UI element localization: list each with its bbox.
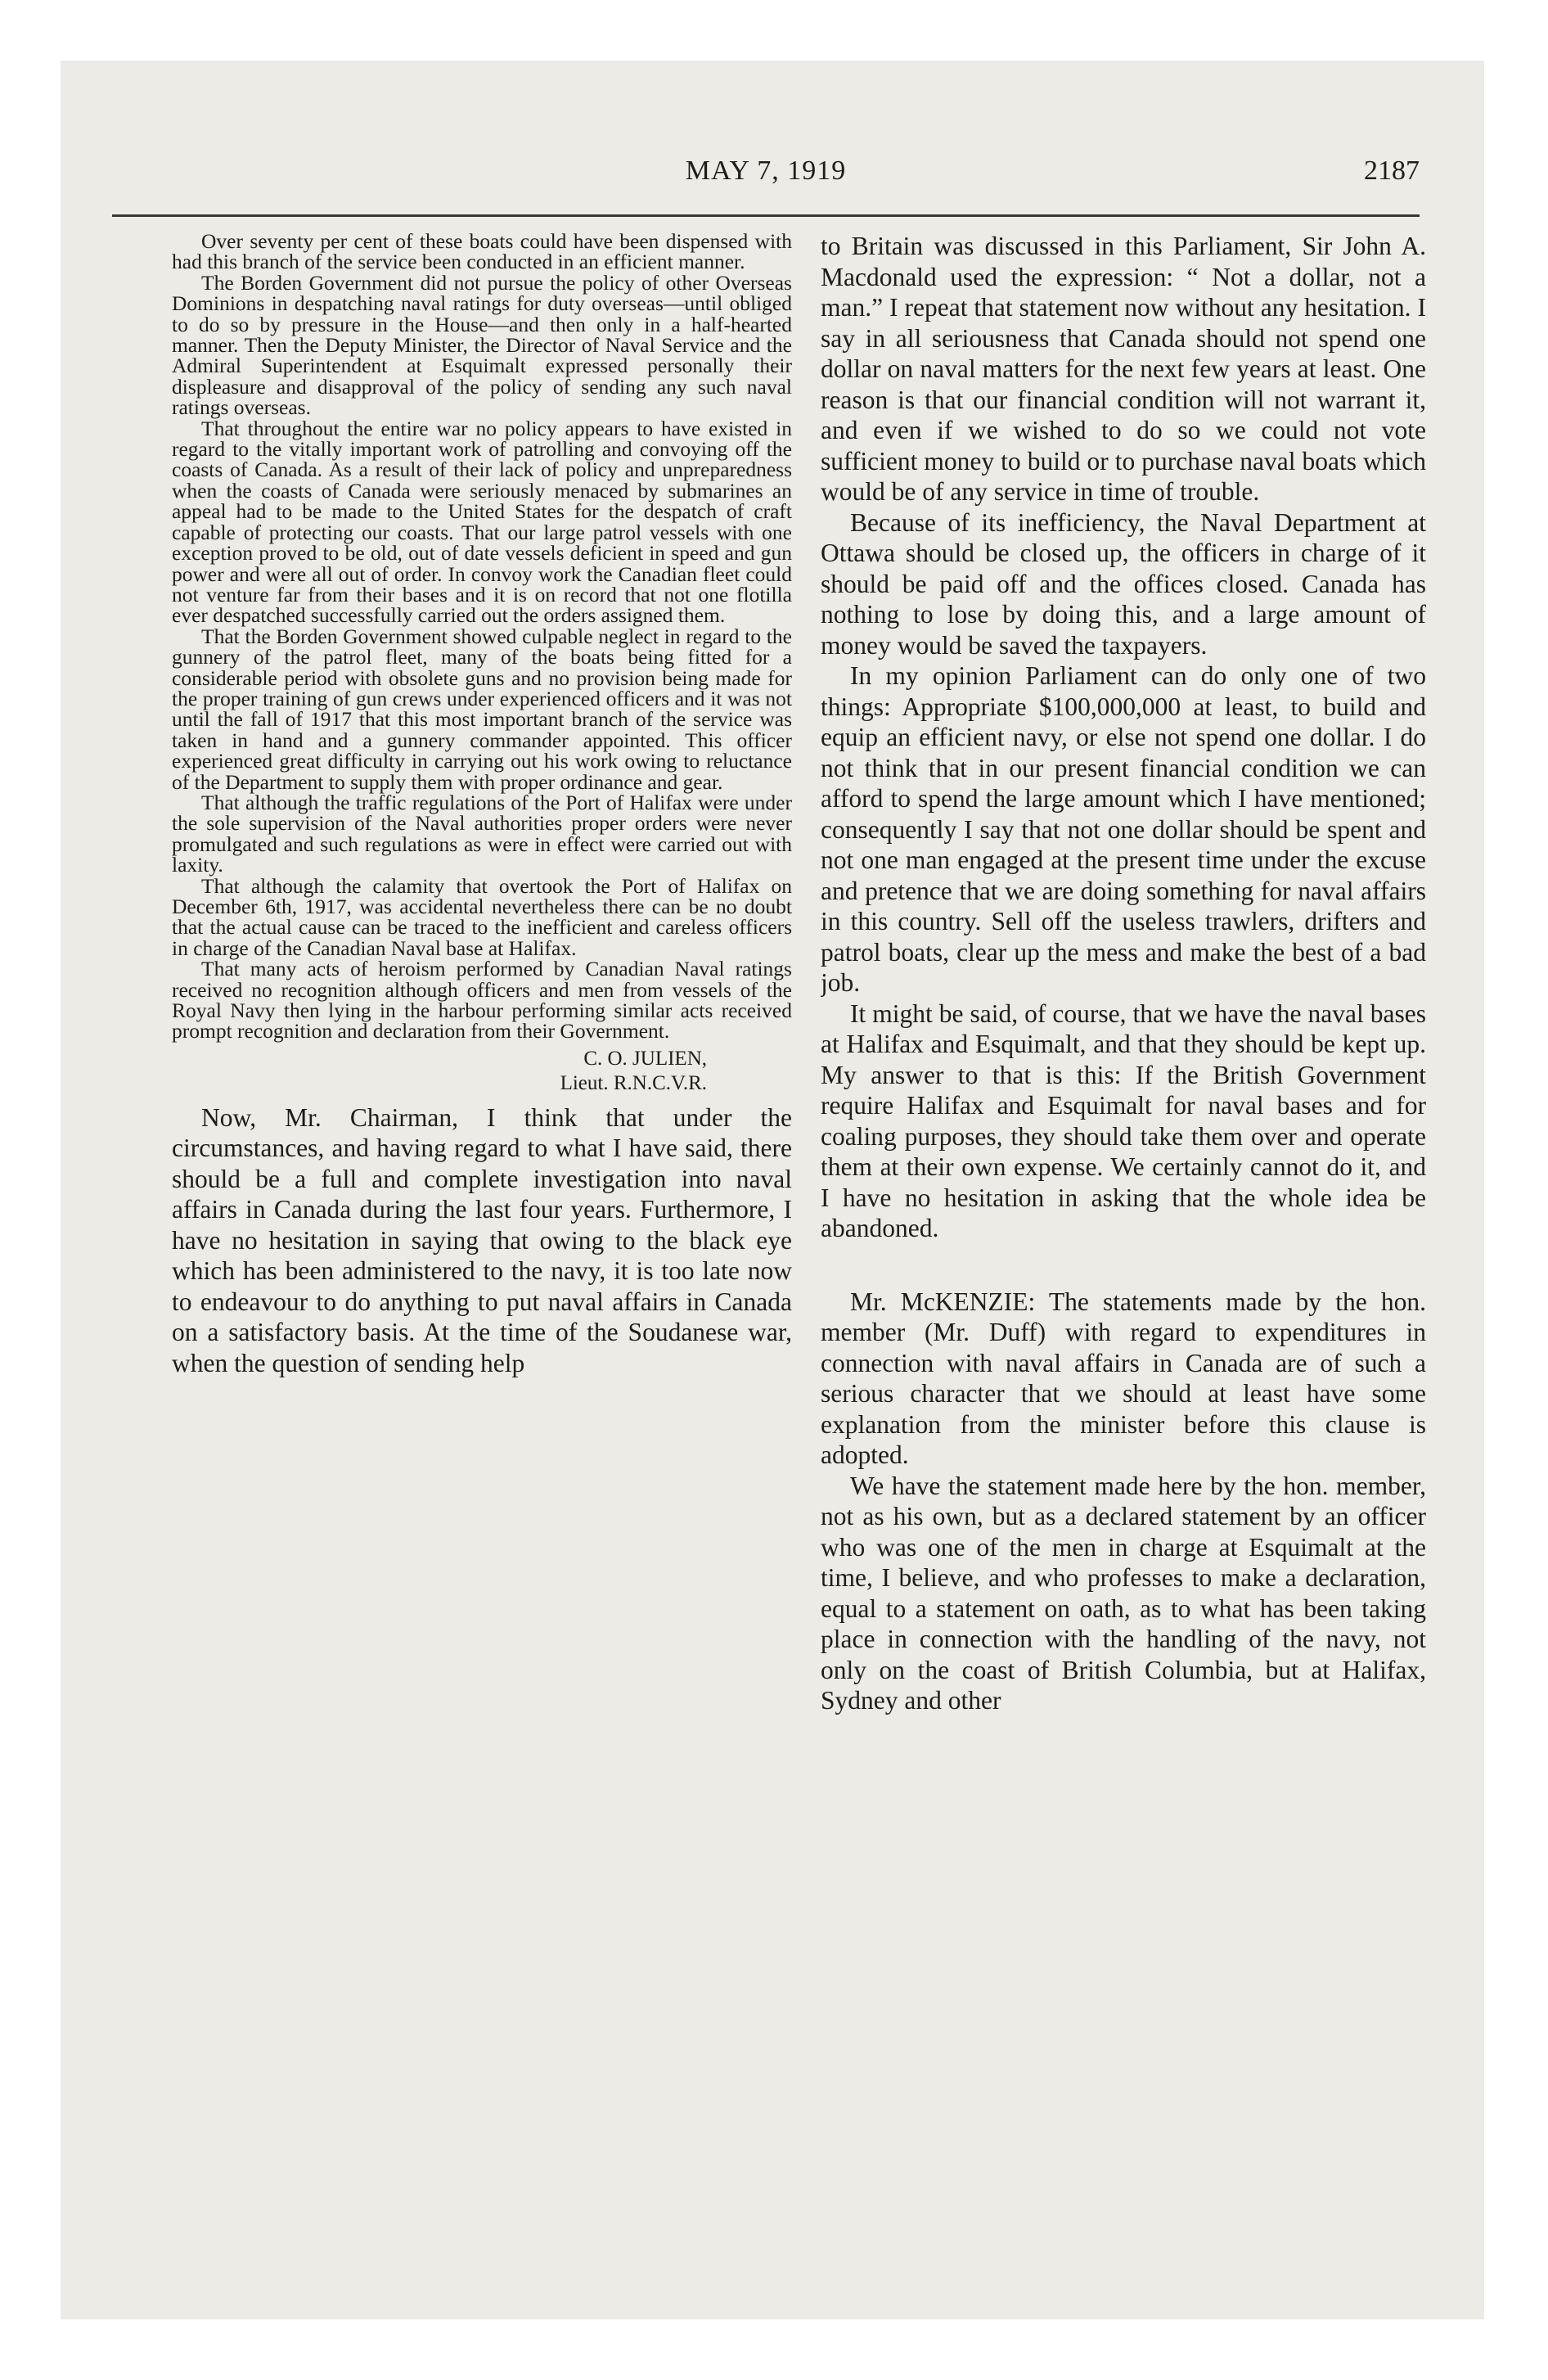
paragraph: We have the statement made here by the hon. member, not as his own, but as a declared statement by an officer who was one of the men in charge at Esquimalt at the time, I believe, and who professes to make a declaration, equal to a statement on oath, as to what has been taking place in connection with the handling of the navy, not only on the coast of British Columbia, but at Halifax, Sydney and other: [821, 1471, 1426, 1715]
paragraph: That the Borden Government showed culpable neglect in regard to the gunnery of the patrol fleet, many of the boats being fitted for a considerable period with obsolete guns and no provision being made for the proper training of gun crews under experienced officers and it was not until the fall of 1917 that this most important branch of the service was taken in hand and a gunnery commander appointed. This officer experienced great difficulty in carrying out his work owing to reluctance of the Department to supply them with proper ordinance and gear.: [172, 624, 792, 794]
speech-continuation: [821, 231, 1426, 1244]
signature-block: [172, 1047, 792, 1096]
paragraph: It might be said, of course, that we have the naval bases at Halifax and Esquimalt, and that they should be kept up. My answer to that is this: If the British Government require Halifax and Esquimalt for naval bases and for coaling purposes, they should take them over and operate them at their own expense. We certainly cannot do it, and I have no hesitation in asking that the whole idea be abandoned.: [821, 998, 1426, 1242]
header-date: MAY 7, 1919: [685, 156, 847, 186]
paragraph: That although the traffic regulations of the Port of Halifax were under the sole supervision of the Naval authorities proper orders were never promulgated and such regulations as were in effect were carried out with laxity.: [172, 790, 792, 877]
page-number: 2187: [1364, 156, 1420, 186]
signature-title: Lieut. R.N.C.V.R.: [560, 1071, 707, 1094]
paragraph: That throughout the entire war no policy appears to have existed in regard to the vitally important work of patrolling and convoying off the coasts of Canada. As a result of their lack of policy and unpreparedness when the coasts of Canada were seriously menaced by submarines an appeal had to be made to the United States for the despatch of craft capable of protecting our coasts. That our large patrol vessels with one exception proved to be old, out of date vessels deficient in speed and gun power and were all out of order. In convoy work the Canadian fleet could not venture far from their bases and it is on record that not one flotilla ever despatched successfully carried out the orders assigned them.: [172, 416, 792, 628]
paragraph: Over seventy per cent of these boats could have been dispensed with had this branch of the service been conducted in an efficient manner.: [172, 231, 792, 274]
running-head: [112, 156, 1420, 198]
paragraph: Now, Mr. Chairman, I think that under the circumstances, and having regard to what I have said, there should be a full and complete investigation into naval affairs in Canada during the last four years. Furthermore, I have no hesitation in saying that owing to the black eye which has been administered to the navy, it is too late now to endeavour to do anything to put naval affairs in Canada on a satisfactory basis. At the time of the Soudanese war, when the question of sending help: [172, 1102, 792, 1377]
paragraph: to Britain was discussed in this Parliament, Sir John A. Macdonald used the expression: “ Not a dollar, not a man.” I repeat that statement now without any hesitation. I say in all seriousness that Canada should not spend one dollar on naval matters for the next few years at least. One reason is that our financial condition will not warrant it, and even if we wished to do so we could not vote sufficient money to build or to purchase naval boats which would be of any service in time of trouble.: [821, 232, 1426, 506]
paragraph: Because of its inefficiency, the Naval Department at Ottawa should be closed up, the officers in charge of it should be paid off and the offices closed. Canada has nothing to lose by doing this, and a large amount of money would be saved the taxpayers.: [821, 507, 1426, 660]
signature-name: C. O. JULIEN,: [583, 1047, 707, 1070]
speech-text: [172, 1102, 792, 1379]
left-column: [172, 231, 792, 2179]
paragraph: Mr. McKENZIE: The statements made by the hon. member (Mr. Duff) with regard to expenditures in connection with naval affairs in Canada are of such a serious character that we should at least have some explanation from the minister before this clause is adopted.: [821, 1287, 1426, 1469]
mckenzie-remarks: [821, 1287, 1426, 1716]
memorandum-text: [172, 231, 792, 1042]
paragraph: The Borden Government did not pursue the policy of other Overseas Dominions in despatching naval ratings for duty overseas—until obliged to do so by pressure in the House—and then only in a half-hearted manner. Then the Deputy Minister, the Director of Naval Service and the Admiral Superintendent at Esquimalt expressed personally their displeasure and disapproval of the policy of sending any such naval ratings overseas.: [172, 270, 792, 420]
right-column: [821, 231, 1426, 2179]
paragraph: That many acts of heroism performed by Canadian Naval ratings received no recognition although officers and men from vessels of the Royal Navy then lying in the harbour performing similar acts received prompt recognition and declaration from their Government.: [172, 957, 792, 1044]
paragraph: In my opinion Parliament can do only one of two things: Appropriate $100,000,000 at least, to build and equip an efficient navy, or else not spend one dollar. I do not think that in our present financial condition we can afford to spend the large amount which I have mentioned; consequently I say that not one dollar should be spent and not one man engaged at the present time under the excuse and pretence that we are doing something for naval affairs in this country. Sell off the useless trawlers, drifters and patrol boats, clear up the mess and make the best of a bad job.: [821, 661, 1426, 997]
header-rule: [112, 214, 1420, 217]
section-gap: [821, 1244, 1426, 1287]
paragraph: That although the calamity that overtook the Port of Halifax on December 6th, 1917, was accidental nevertheless there can be no doubt that the actual cause can be traced to the inefficient and careless officers in charge of the Canadian Naval base at Halifax.: [172, 873, 792, 960]
